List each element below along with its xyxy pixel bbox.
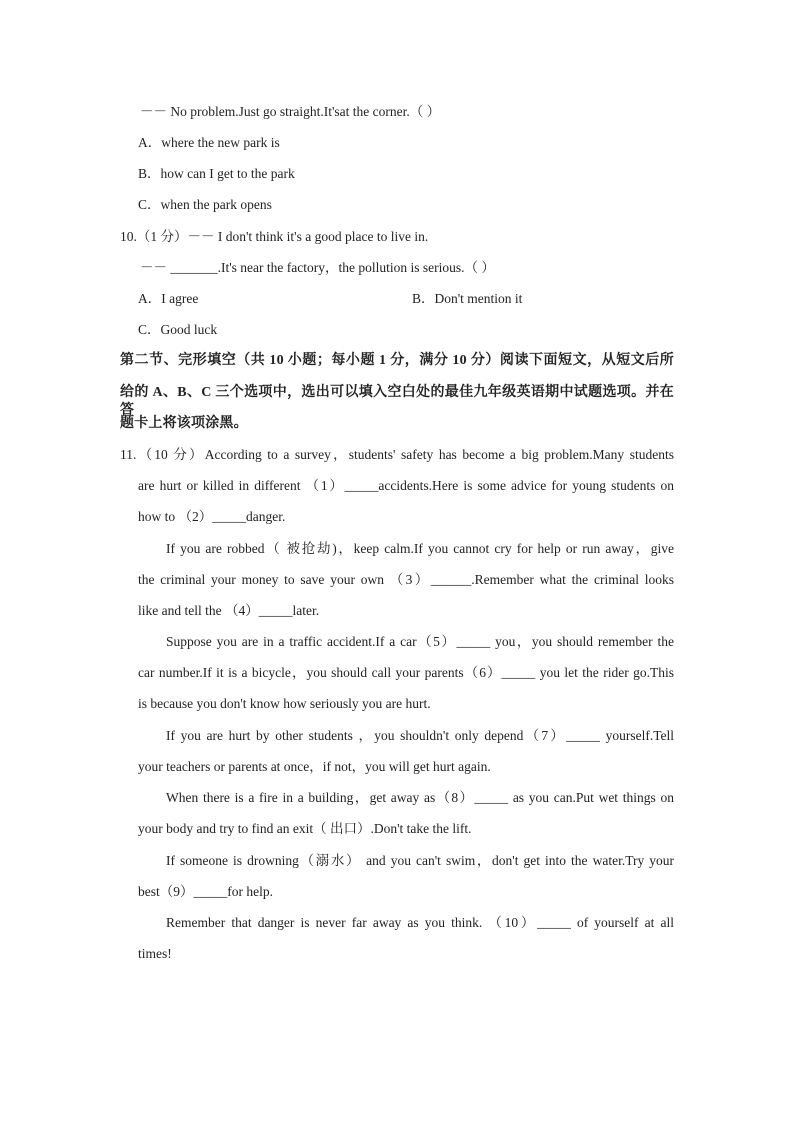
q11-line-4: If you are robbed（ 被抢劫)，keep calm.If you cannot cry for help or run away，give (166, 541, 674, 556)
q11-line-13: your body and try to find an exit（ 出口）.Don't take the lift. (138, 821, 472, 836)
q11-line-12: When there is a fire in a building，get away as（8）_____ as you can.Put wet things on (166, 790, 674, 805)
q11-line-10: If you are hurt by other students ，you shouldn't only depend（7）_____ yourself.Tell (166, 728, 674, 743)
q11-line-1: 11.（10 分）According to a survey，students' safety has become a big problem.Many students (120, 447, 674, 462)
q10-option-c: C．Good luck (138, 322, 218, 337)
q9-option-b: B．how can I get to the park (138, 166, 295, 181)
section2-heading-line2: 给的 A、B、C 三个选项中，选出可以填入空白处的最佳九年级英语期中试题选项。并在答 (120, 385, 674, 418)
q11-line-14: If someone is drowning（溺水） and you can't swim，don't get into the water.Try your (166, 853, 674, 868)
q11-line-8: car number.If it is a bicycle，you should call your parents（6）_____ you let the rider go.This (138, 665, 674, 680)
section2-heading-line3: 题卡上将该项涂黑。 (120, 416, 248, 431)
q11-line-11: your teachers or parents at once，if not，you will get hurt again. (138, 759, 491, 774)
q11-line-7: Suppose you are in a traffic accident.If a car（5）_____ you，you should remember the (166, 634, 674, 649)
q11-line-3: how to （2）_____danger. (138, 509, 286, 524)
q11-line-6: like and tell the （4）_____later. (138, 603, 320, 618)
q11-line-5: the criminal your money to save your own （3）______.Remember what the criminal looks (138, 572, 674, 587)
q9-continuation-line: －－ No problem.Just go straight.It'sat the corner.（ ） (140, 104, 441, 119)
q9-option-a: A．where the new park is (138, 135, 280, 150)
section2-heading-line1: 第二节、完形填空（共 10 小题；每小题 1 分，满分 10 分）阅读下面短文，从短文后所 (120, 353, 674, 368)
q11-line-15: best（9）_____for help. (138, 884, 273, 899)
q10-stem: 10.（1 分）－－ I don't think it's a good place to live in. (120, 229, 429, 244)
q11-line-17: times! (138, 946, 172, 961)
q11-line-16: Remember that danger is never far away as you think. （10）_____ of yourself at all (166, 915, 674, 930)
q10-option-b: B．Don't mention it (412, 291, 523, 306)
q11-line-9: is because you don't know how seriously you are hurt. (138, 696, 431, 711)
q10-dialogue: －－ _______.It's near the factory，the pollution is serious.（ ） (140, 260, 495, 275)
q11-line-2: are hurt or killed in different （1）_____accidents.Here is some advice for young students on (138, 478, 674, 493)
q9-option-c: C．when the park opens (138, 197, 272, 212)
q10-option-a: A．I agree (138, 291, 199, 306)
